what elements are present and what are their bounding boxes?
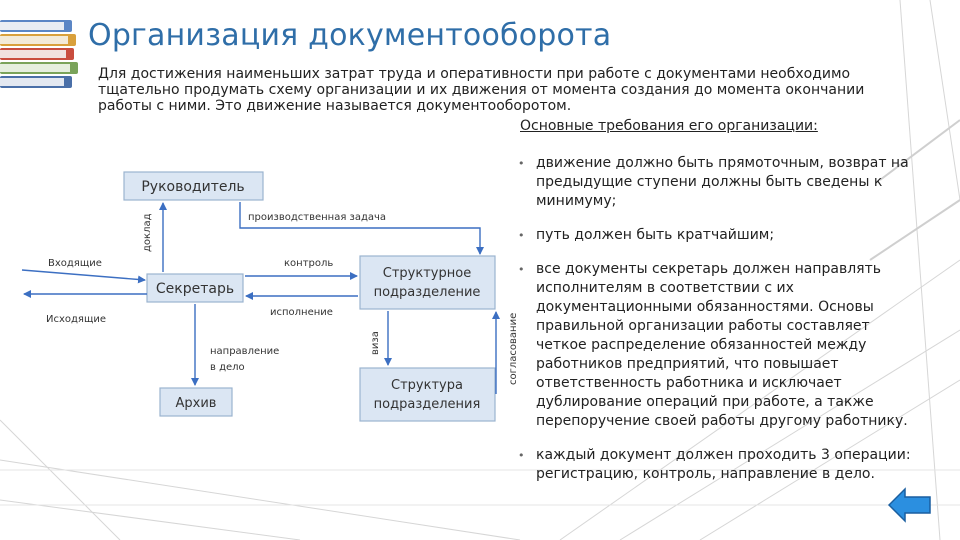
approval-label: согласование xyxy=(508,312,519,385)
production-task-label: производственная задача xyxy=(248,212,387,223)
production-task-arrow xyxy=(240,202,480,254)
execution-label: исполнение xyxy=(270,307,333,318)
bullet-icon: • xyxy=(518,157,525,170)
direction-label-2: в дело xyxy=(210,362,245,373)
secretary-box-label: Секретарь xyxy=(155,281,235,297)
visa-label: виза xyxy=(370,331,381,355)
bullet-icon: • xyxy=(518,263,525,276)
archive-box-label: Архив xyxy=(175,396,217,411)
requirement-text: путь должен быть кратчайшим; xyxy=(536,227,775,243)
unit1-box-label-1: Структурное xyxy=(382,266,472,281)
unit2-box xyxy=(360,368,495,421)
direction-label-1: направление xyxy=(210,346,280,357)
requirement-text: все документы секретарь должен направлять исполнителям в соответствии с их документационными обязанностями. Основы правильной организации работы составляет четкое распределение обязанностей между работников предприятий, что повышает ответственность работника и исключает дублирование операций при работе, а также перепоручение своей работы другому работнику. xyxy=(536,261,908,429)
outgoing-label: Исходящие xyxy=(46,314,107,325)
requirements-heading: Основные требования его организации: xyxy=(520,118,818,134)
bullet-icon: • xyxy=(518,449,525,462)
incoming-arrow xyxy=(22,270,145,280)
slide-title: Организация документооборота xyxy=(88,18,612,53)
control-label: контроль xyxy=(284,258,334,269)
report-label: доклад xyxy=(142,213,153,252)
unit1-box-label-2: подразделение xyxy=(373,285,481,300)
requirement-text: движение должно быть прямоточным, возврат на предыдущие ступени должны быть сведены к минимуму; xyxy=(536,155,909,209)
bullet-icon: • xyxy=(518,229,525,242)
unit2-box-label-1: Структура xyxy=(391,378,463,393)
arrow-left-icon[interactable] xyxy=(887,486,933,524)
intro-paragraph: Для достижения наименьших затрат труда и оперативности при работе с документами необходимо тщательно продумать схему организации и их движения от момента создания до момента окончании работы с ними. Это движение называется документооборотом. xyxy=(98,66,865,114)
unit1-box xyxy=(360,256,495,309)
incoming-label: Входящие xyxy=(48,258,102,269)
requirement-text: каждый документ должен проходить 3 операции: регистрацию, контроль, направление в дело. xyxy=(536,447,911,482)
head-box-label: Руководитель xyxy=(141,179,245,195)
unit2-box-label-2: подразделения xyxy=(373,397,481,412)
